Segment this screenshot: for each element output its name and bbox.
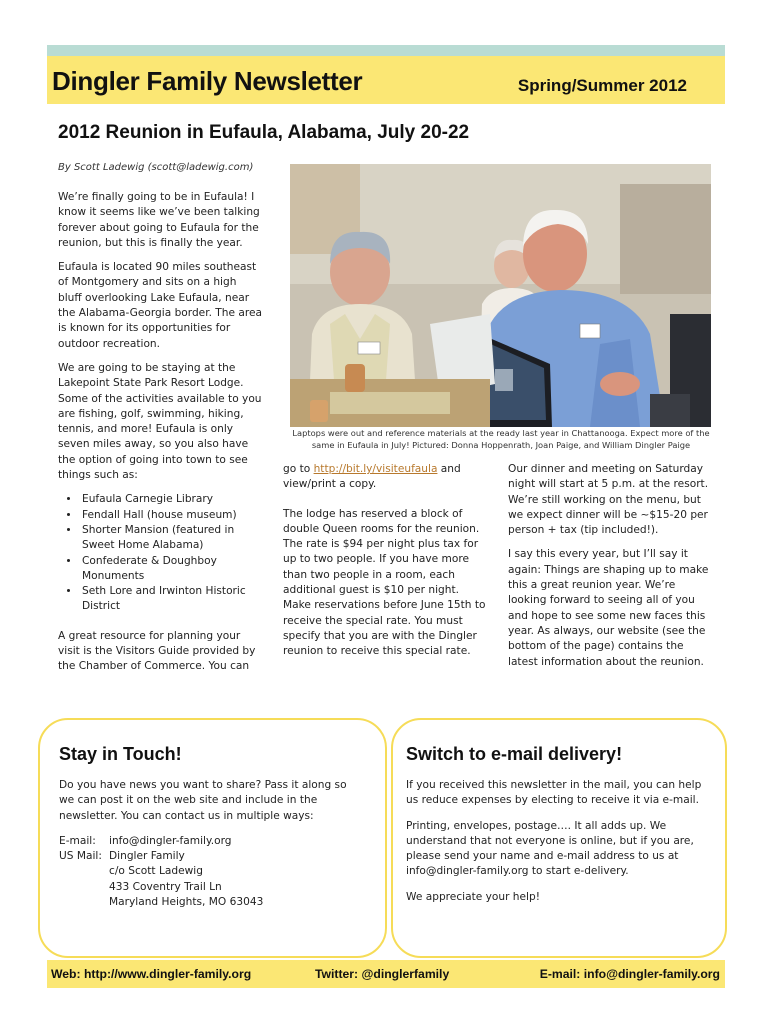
email-delivery-box <box>391 718 727 958</box>
article-paragraph: Our dinner and meeting on Saturday night will start at 5 p.m. at the resort. We’re still working on the menu, but we expect dinner will be ~$15-20 per person + tax (tip included!). <box>508 463 709 537</box>
article-column-3 <box>508 462 713 679</box>
footer-web: Web: http://www.dingler-family.org <box>51 967 252 981</box>
article-paragraph <box>283 462 488 493</box>
mail-city: Maryland Heights, MO 63043 <box>109 896 264 909</box>
article-paragraph: Eufaula is located 90 miles southeast of Montgomery and sits on a high bluff overlooking Lake Eufaula, near the Alabama-Georgia border. The area is known for its opportunities for outdoor recreation. <box>58 261 263 350</box>
contact-email-row <box>59 834 365 849</box>
reunion-photo-image <box>290 164 711 427</box>
mail-street: 433 Coventry Trail Ln <box>109 880 222 893</box>
visitors-guide-link[interactable]: http://bit.ly/visiteufaula <box>313 463 438 475</box>
article-column-2 <box>283 462 488 669</box>
article-paragraph: We are going to be staying at the Lakepoint State Park Resort Lodge. Some of the activities available to you are fishing, golf, swimming, hiking, tennis, and more! Eufaula is only seven miles away, so you also have the option of going into town to see things such as: <box>58 361 262 482</box>
email-label: E-mail: <box>59 834 96 847</box>
newsletter-issue: Spring/Summer 2012 <box>517 76 687 95</box>
list-item: • Confederate & Doughboy Monuments <box>80 554 263 585</box>
link-suffix: and view/print a copy. <box>283 463 461 491</box>
email-delivery-body <box>406 778 710 915</box>
stay-in-touch-body <box>59 778 365 910</box>
article-byline: By Scott Ladewig (scott@ladewig.com) <box>58 162 254 173</box>
article-paragraph: A great resource for planning your visit is the Visitors Guide provided by the Chamber of Commerce. You can <box>58 629 256 673</box>
contact-mail-row <box>59 849 365 864</box>
photo-caption: Laptops were out and reference materials at the ready last year in Chattanooga. Expect more of the same in Eufaula in July! Pictured: Donna Hoppenrath, Joan Paige, and William Dingler Paige <box>292 428 710 450</box>
reunion-photo <box>290 164 711 427</box>
email-delivery-paragraph: Printing, envelopes, postage…. It all adds up. We understand that not everyone is online, but if you are, please send your name and e-mail address to us at info@dingler-family.org to start e-delivery. <box>406 819 694 878</box>
email-delivery-paragraph: We appreciate your help! <box>406 890 540 903</box>
list-item: • Shorter Mansion (featured in Sweet Home Alabama) <box>80 523 263 554</box>
footer-twitter: Twitter: @dinglerfamily <box>315 967 450 981</box>
article-paragraph: I say this every year, but I’ll say it again: Things are shaping up to make this a great reunion year. We’re looking forward to seeing all of you and hope to see some new faces this year. As always, our website (see the bottom of the page) contains the latest information about the reunion. <box>508 548 709 668</box>
contact-email: info@dingler-family.org <box>109 834 232 847</box>
mail-name: Dingler Family <box>109 850 185 863</box>
mail-label: US Mail: <box>59 850 102 863</box>
article-paragraph: The lodge has reserved a block of double Queen rooms for the reunion. The rate is $94 per night plus tax for up to two people. If you have more than two people in a room, each additional guest is $10 per night. Make reservations before June 15th to receive the special rate. You must specify that you are with the Dingler reunion to receive this special rate. <box>283 507 486 658</box>
email-delivery-paragraph: If you received this newsletter in the mail, you can help us reduce expenses by electing to receive it via e-mail. <box>406 779 702 807</box>
email-delivery-title: Switch to e-mail delivery! <box>406 744 623 764</box>
link-prefix: go to <box>283 463 314 475</box>
article-column-1 <box>58 190 263 684</box>
mail-co: c/o Scott Ladewig <box>109 865 203 878</box>
stay-in-touch-title: Stay in Touch! <box>59 744 182 764</box>
newsletter-footer <box>47 960 725 988</box>
article-paragraph: We’re finally going to be in Eufaula! I know it seems like we’ve been talking forever about going to Eufaula for the reunion, but this is finally the year. <box>58 191 260 249</box>
attractions-list <box>58 492 263 614</box>
header-accent-strip <box>47 45 725 56</box>
article-title: 2012 Reunion in Eufaula, Alabama, July 20-22 <box>58 122 470 143</box>
list-item: • Fendall Hall (house museum) <box>80 508 263 523</box>
stay-in-touch-intro: Do you have news you want to share? Pass it along so we can post it on the web site and include in the newsletter. You can contact us in multiple ways: <box>59 779 347 822</box>
stay-in-touch-box <box>38 718 387 958</box>
newsletter-title: Dingler Family Newsletter <box>52 66 363 96</box>
list-item: • Seth Lore and Irwinton Historic District <box>80 584 263 615</box>
list-item: • Eufaula Carnegie Library <box>80 492 263 507</box>
footer-email: E-mail: info@dingler-family.org <box>539 967 720 981</box>
